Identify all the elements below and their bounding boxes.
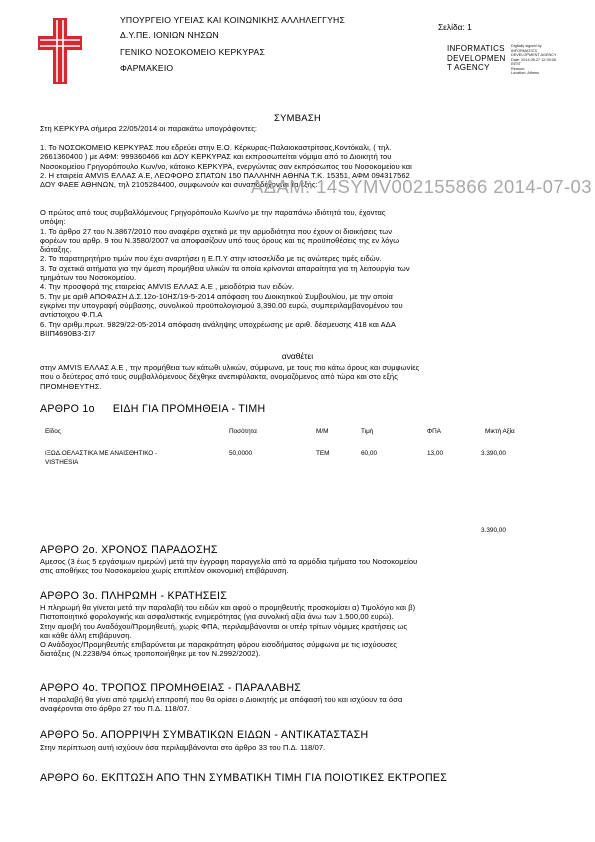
article-4-line: Η παραλαβή θα γίνει από τριμελή επιτροπή που θα ορίσει ο Διοικητής με απόφασή του και ισχύουν τα όσα — [40, 695, 403, 704]
premise-line: ΒΙΙΠ4690Β3-ΣΙ7 — [40, 328, 96, 338]
col-header-item: Είδος — [45, 428, 61, 435]
premise-line: 4. Την προσφορά της εταιρείας AMVIS ΕΛΛΑΣ Α.Ε , μειοδότρια των ειδών. — [40, 282, 295, 292]
premise-line: αντίστοιχου Φ.Π.Α — [40, 310, 103, 320]
premise-line: 2. Το παρατηρητήριο τιμών που έχει αναρτήσει η Ε.Π.Υ στην ιστοσελίδα με τις ανώτερες τιμές ειδών. — [40, 254, 382, 264]
row-price: 60,00 — [361, 450, 377, 457]
intro-text: Στη ΚΕΡΚΥΡΑ σήμερα 22/05/2014 οι παρακάτω υπογράφοντες: — [40, 124, 258, 133]
col-header-gross: Μικτή Αξία — [485, 428, 515, 435]
article-2-heading: ΑΡΘΡΟ 2ο. ΧΡΟΝΟΣ ΠΑΡΑΔΟΣΗΣ — [40, 544, 218, 556]
premise-line: τμημάτων του Νοσοκομείου. — [40, 273, 137, 283]
article-4-heading: ΑΡΘΡΟ 4ο. ΤΡΟΠΟΣ ΠΡΟΜΗΘΕΙΑΣ - ΠΑΡΑΛΑΒΗΣ — [40, 682, 302, 694]
premise-line: υπόψη: — [40, 217, 66, 227]
table-total: 3.390,00 — [481, 527, 506, 534]
premise-line: 6. Την αριθμ.πρωτ. 9829/22-05-2014 απόφαση ανάληψης υποχρέωσης με αριθ. δέσμευσης 418 και ΑΔΑ — [40, 319, 396, 329]
premise-line: διάταξης. — [40, 245, 72, 255]
assigns-heading: αναθέτει — [281, 351, 314, 361]
row-unit: ΤΕΜ — [316, 450, 330, 457]
article-6-heading: ΑΡΘΡΟ 6ο. ΕΚΠΤΩΣΗ ΑΠΟ ΤΗΝ ΣΥΜΒΑΤΙΚΗ ΤΙΜΗ ΓΙΑ ΠΟΙΟΤΙΚΕΣ ΕΚΤΡΟΠΕΣ — [40, 772, 448, 784]
hospital-line: ΓΕΝΙΚΟ ΝΟΣΟΚΟΜΕΙΟ ΚΕΡΚΥΡΑΣ — [120, 47, 265, 57]
signature-line: EEST — [511, 62, 521, 66]
article-5-line: Στην περίπτωση αυτή ισχύουν όσα περιλαμβάνονται στο άρθρο 33 του Π.Δ. 118/07. — [40, 743, 326, 752]
article-3-heading: ΑΡΘΡΟ 3ο. ΠΛΗΡΩΜΗ - ΚΡΑΤΗΣΕΙΣ — [40, 590, 228, 602]
party-line: 1. Το ΝΟΣΟΚΟΜΕΙΟ ΚΕΡΚΥΡΑΣ που εδρεύει στην Ε.Ο. Κέρκυρας-Παλαιοκαστρίτσας,Κοντόκαλι, ( τηλ. — [40, 143, 392, 152]
signature-line: INFORMATICS — [511, 48, 537, 53]
article-3-line: διατάξεις (Ν.2238/94 όπως τροποποιήθηκε με τον Ν.2992/2002). — [40, 649, 261, 659]
ada-watermark: ΑΔΑΜ: 14SYMV002155866 2014-07-03 — [251, 176, 592, 197]
page-number: Σελίδα: 1 — [438, 22, 472, 32]
row-item-line: ΙΞΩΔ.ΟΕΛΑΣΤΙΚΑ ΜΕ ΑΝΑΙΣΘΗΤΙΚΟ - — [45, 450, 158, 457]
digital-signature — [511, 44, 577, 76]
premise-line: εγκρίνει την υπογραφή σύμβασης, συνολικού προϋπολογισμού 3,390.00 ευρώ, συμπεριλαμβανομένου του — [40, 300, 403, 310]
article-3-line: και κάθε άλλη επιβάρυνση. — [40, 630, 132, 640]
article-4-body — [40, 695, 562, 714]
department-line: ΦΑΡΜΑΚΕΙΟ — [120, 63, 174, 73]
row-item — [45, 449, 157, 467]
assign-line: στην AMVIS ΕΛΛΑΣ Α.Ε , την προμήθεια των κάτωθι υλικών, σύμφωνα, με τους πιο κάτω όρους και συμφωνίες — [40, 363, 420, 372]
signature-line: Location: Athens — [511, 71, 540, 75]
article-3-body — [40, 603, 562, 659]
signature-line: Reason: — [511, 66, 526, 71]
premise-line: Ο πρώτος από τους συμβαλλόμενους Γρηγορόπουλο Κων/νο με την παραπάνω ιδιότητά του, έχοντας — [40, 208, 386, 217]
col-header-qty: Ποσότητα — [229, 428, 257, 435]
assign-line: ΠΡΟΜΗΘΕΥΤΗΣ. — [40, 381, 102, 391]
article-1-title: ΕΙΔΗ ΓΙΑ ΠΡΟΜΗΘΕΙΑ - ΤΙΜΗ — [112, 403, 266, 415]
row-vat: 13,00 — [427, 450, 443, 457]
signature-line: DEVELOPMENT AGENCY — [511, 53, 557, 57]
article-5-heading: ΑΡΘΡΟ 5ο. ΑΠΟΡΡΙΨΗ ΣΥΜΒΑΤΙΚΩΝ ΕΙΔΩΝ - ΑΝΤΙΚΑΤΑΣΤΑΣΗ — [40, 729, 369, 741]
article-4-line: αναφέρονται στο άρθρο 27 του Π.Δ. 118/07. — [40, 704, 190, 714]
article-3-line: Η πληρωμή θα γίνεται μετά την παραλαβή του ειδών και αφού ο προμηθευτής προσκομίσει α) Τιμολόγιο και β) — [40, 603, 416, 612]
article-2-line: Αμεσος (3 έως 5 εργάσιμων ημερών) μετά την έγγραφη παραγγελία από τα αρμόδια τμήματα του Νοσοκομείου — [40, 557, 418, 566]
col-header-vat: ΦΠΑ — [427, 428, 441, 435]
informatics-line: T AGENCY — [447, 63, 490, 72]
document-title: ΣΥΜΒΑΣΗ — [273, 112, 322, 123]
party-line: ΔΟΥ ΦΑΕΕ ΑΘΗΝΩΝ, τηλ 2105284400, συμφωνούν και συναποδέχονται τα εξής: — [40, 180, 318, 190]
hospital-cross-logo — [38, 18, 82, 84]
row-gross: 3.390,00 — [481, 450, 506, 457]
premises-block — [40, 208, 562, 338]
assign-line: που ο δεύτερος από τους συμβαλλόμενους δέχθηκε ανεπιφύλακτα, ονομαζόμενος από τώρα και στο εξής — [40, 372, 398, 382]
premise-line: φορέων του αρθρ. 9 του Ν.3580/2007 να αποφασίζουν υπό τους όρους και τις προϋποθέσεις της εν λόγω — [40, 235, 400, 245]
informatics-line: DEVELOPMEN — [447, 53, 506, 63]
informatics-line: INFORMATICS — [447, 44, 505, 53]
premise-line: 1. Το άρθρο 27 του Ν.3867/2010 που αναφέρει σχετικά με την αρμοδιότητα που έχουν οι διοικήσεις των — [40, 226, 393, 236]
article-1-heading — [40, 403, 265, 415]
article-3-line: Ο Ανάδοχος/Προμηθευτής επιβαρύνεται με παρακράτηση φόρου εισοδήματος σύμφωνα με τις ισχύουσες — [40, 640, 398, 650]
informatics-stamp — [447, 44, 506, 73]
col-header-price: Τιμή — [361, 428, 374, 435]
article-3-line: Στην αμοιβή του Αναδόχου/Προμηθευτή, χωρίς ΦΠΑ, περιλαμβάνονται οι υπέρ τρίτων νόμιμες κρατήσεις ως — [40, 621, 408, 631]
article-2-body — [40, 557, 562, 576]
region-line: Δ.Υ.ΠΕ. ΙΟΝΙΩΝ ΝΗΣΩΝ — [120, 30, 219, 40]
row-item-line: VISTHESIA — [45, 459, 79, 466]
article-3-line: Πιστοποιητικό φορολογικής και ασφαλιστικής ενημερότητας (για συνολική αξία άνω των 1.500,00 ευρώ). — [40, 612, 394, 622]
signature-line: Digitally signed by — [511, 44, 542, 48]
ministry-line: ΥΠΟΥΡΓΕΙΟ ΥΓΕΙΑΣ ΚΑΙ ΚΟΙΝΩΝΙΚΗΣ ΑΛΛΗΛΕΓΓΥΗΣ — [120, 15, 345, 25]
col-header-unit: Μ/Μ — [316, 428, 329, 435]
assign-block — [40, 363, 562, 391]
row-qty: 50,0000 — [229, 450, 253, 457]
party-line: Νοσοκομείου Γρηγορόπουλο Κων/νο, κάτοικο ΚΕΡΚΥΡΑ, ενεργώντας σαν εκπρόσωπος του Νοσοκομείου και — [40, 161, 412, 171]
article-5-body — [40, 743, 562, 752]
party-line: 2. Η εταιρεία AMVIS ΕΛΛΑΣ Α.Ε, ΛΕΩΦΟΡΟ ΣΠΑΤΩΝ 150 ΠΑΛΛΗΝΗ ΑΘΗΝΑ Τ.Κ. 15351, ΑΦΜ 094317562 — [40, 170, 410, 180]
article-1-number: ΑΡΘΡΟ 1ο — [40, 403, 95, 415]
party-line: 2661360400 ) με ΑΦΜ: 999360466 και ΔΟΥ ΚΕΡΚΥΡΑΣ και εκπροσωπείται νόμιμα από το Διοικητή του — [40, 152, 392, 162]
signature-line: Date: 2014.06.27 12:39:06 — [511, 57, 556, 62]
article-2-line: στις αποθήκες του Νοσοκομείου χωρίς επιπλέον οικονομική επιβάρυνση. — [40, 566, 289, 576]
premise-line: 5. Την με αριθ ΑΠΟΦΑΣΗ Δ.Σ.12ο-10ΗΣ/19-5-2014 απόφαση του Διοικητικού Συμβουλίου, με την οποία — [40, 291, 393, 301]
premise-line: 3. Τα σχετικά αιτήματα για την άμεση προμήθεια υλικών τα οποία κρίνονται απαραίτητα για τη λειτουργία των — [40, 263, 410, 273]
